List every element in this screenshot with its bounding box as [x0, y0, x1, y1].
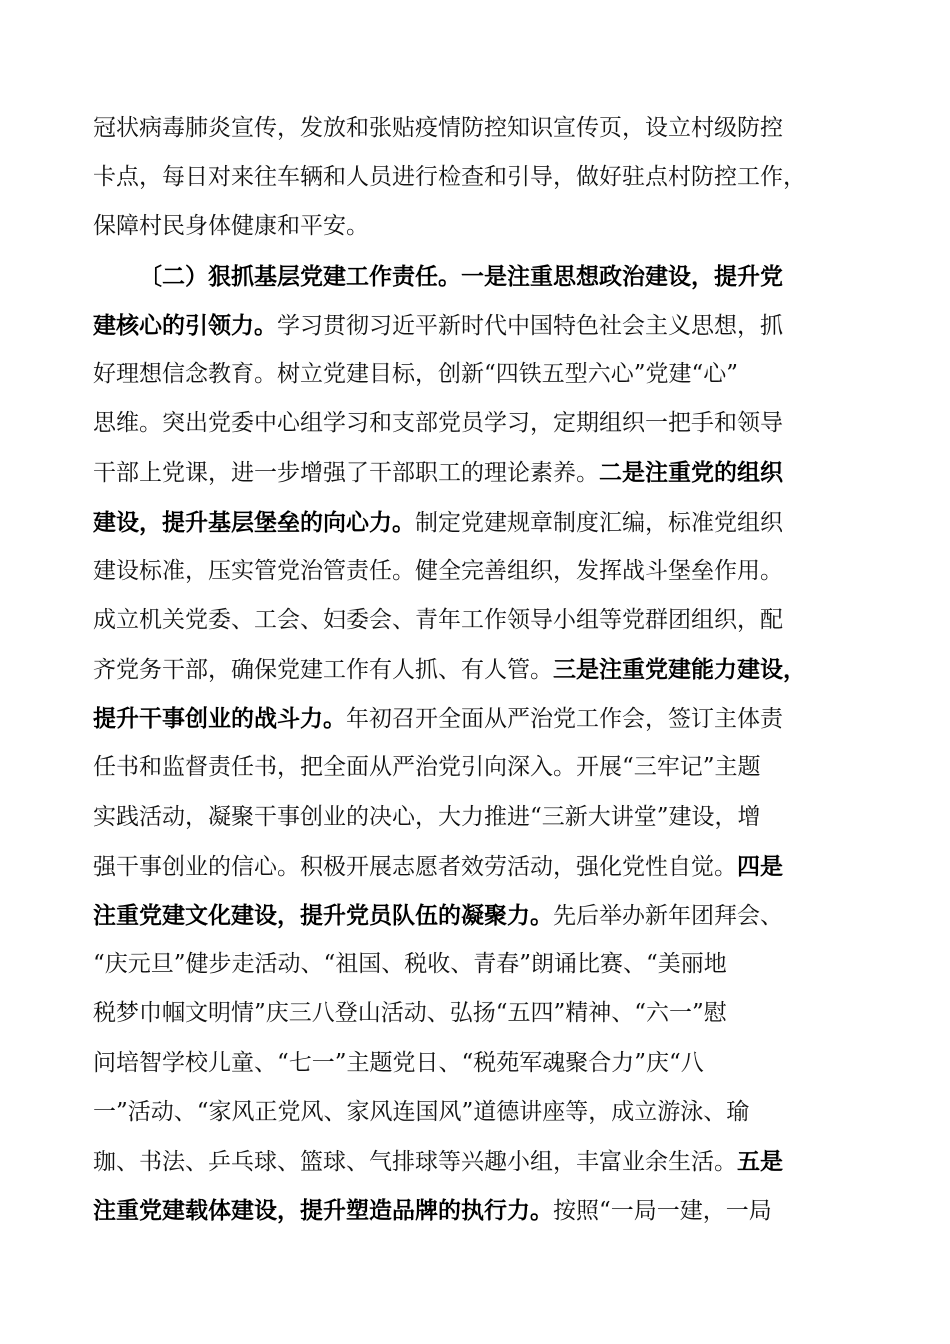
text-segment: 建设标准，压实管党治管责任。健全完善组织，发挥战斗堡垒作用。	[93, 557, 783, 584]
bold-text-segment: 提升干事创业的战斗力。	[93, 705, 346, 733]
text-segment: “庆元旦”健步走活动、“祖国、税收、青春”朗诵比赛、“美丽地	[93, 951, 727, 978]
text-line	[93, 547, 868, 596]
text-line	[93, 448, 868, 497]
text-line	[93, 743, 868, 792]
section-heading-line	[93, 252, 868, 301]
text-line	[93, 793, 868, 842]
text-segment: 先后举办新年团拜会、	[553, 903, 783, 929]
text-segment: 学习贯彻习近平新时代中国特色社会主义思想，抓	[277, 312, 783, 339]
text-segment: 干部上党课，进一步增强了干部职工的理论素养。	[93, 460, 599, 487]
text-line	[93, 940, 868, 989]
text-segment: 任书和监督责任书，把全面从严治党引向深入。开展“三牢记”主题	[93, 754, 761, 781]
text-line	[93, 989, 868, 1038]
text-segment: 制定党建规章制度汇编，标准党组织	[415, 509, 783, 536]
bold-text-segment: 〔二）狠抓基层党建工作责任。一是注重思想政治建设，提升党	[139, 262, 783, 290]
text-segment: 珈、书法、乒乓球、篮球、气排球等兴趣小组，丰富业余生活。	[93, 1148, 737, 1175]
text-segment: 卡点，每日对来往车辆和人员进行检查和引导，做好驻点村防控工作，	[93, 164, 806, 191]
text-segment: 年初召开全面从严治党工作会，签订主体责	[346, 706, 783, 733]
text-line	[93, 891, 868, 940]
text-segment: 强干事创业的信心。积极开展志愿者效劳活动，强化党性自觉。	[93, 853, 737, 880]
bold-text-segment: 二是注重党的组织	[599, 459, 783, 487]
document-body	[93, 104, 868, 1235]
text-segment: 按照“一局一建，一局	[553, 1198, 772, 1225]
text-line	[93, 153, 868, 202]
text-segment: 成立机关党委、工会、妇委会、青年工作领导小组等党群团组织，配	[93, 606, 783, 633]
text-line	[93, 596, 868, 645]
text-line	[93, 498, 868, 547]
text-line	[93, 1186, 868, 1235]
text-line	[93, 301, 868, 350]
text-line	[93, 645, 868, 694]
text-line	[93, 1088, 868, 1137]
text-segment: 实践活动，凝聚干事创业的决心，大力推进“三新大讲堂”建设，增	[93, 803, 761, 830]
text-line	[93, 202, 868, 251]
text-line	[93, 399, 868, 448]
bold-text-segment: 建核心的引领力。	[93, 311, 277, 339]
bold-text-segment: 注重党建载体建设，提升塑造品牌的执行力。	[93, 1197, 553, 1225]
bold-text-segment: 注重党建文化建设，提升党员队伍的凝聚力。	[93, 902, 553, 929]
text-segment: 思维。突出党委中心组学习和支部党员学习，定期组织一把手和领导	[93, 410, 783, 437]
text-line	[93, 694, 868, 743]
text-segment: 问培智学校儿童、“七一”主题党日、“税苑军魂聚合力”庆“八	[93, 1049, 704, 1076]
text-segment: 保障村民身体健康和平安。	[93, 213, 369, 240]
text-segment: 齐党务干部，确保党建工作有人抓、有人管。	[93, 657, 553, 684]
bold-text-segment: 建设，提升基层堡垒的向心力。	[93, 508, 415, 536]
text-line	[93, 104, 868, 153]
bold-text-segment: 四是	[737, 852, 783, 880]
text-segment: 冠状病毒肺炎宣传，发放和张贴疫情防控知识宣传页，设立村级防控	[93, 115, 783, 141]
bold-text-segment: 五是	[737, 1147, 783, 1175]
text-segment: 税梦巾帼文明情”庆三八登山活动、弘扬“五四”精神、“六一”慰	[93, 1000, 727, 1027]
text-segment: 好理想信念教育。树立党建目标，创新“四铁五型六心”党建“心”	[93, 360, 739, 387]
text-line	[93, 1039, 868, 1088]
text-segment: 一”活动、“家风正党风、家风连国风”道德讲座等，成立游泳、瑜	[93, 1098, 750, 1125]
text-line	[93, 1137, 868, 1186]
text-line	[93, 842, 868, 891]
bold-text-segment: 三是注重党建能力建设，	[553, 656, 806, 684]
text-line	[93, 350, 868, 399]
